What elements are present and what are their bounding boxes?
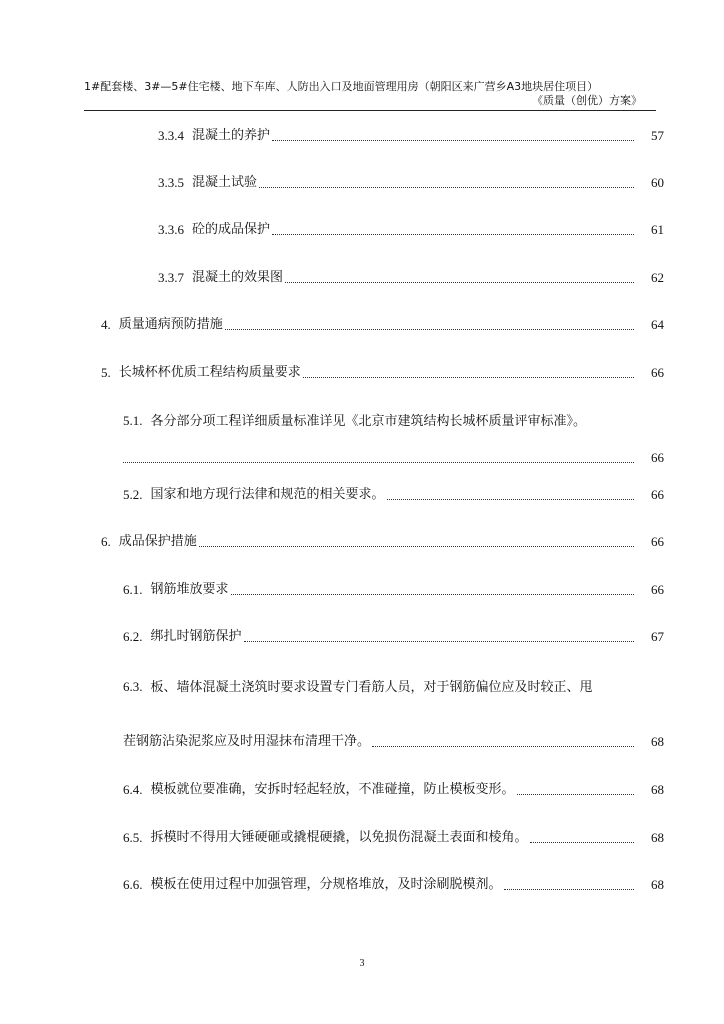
toc-entry-number: 3.3.4 — [158, 128, 184, 143]
toc-entry-number: 5.2. — [123, 487, 143, 502]
toc-entry-title: 砼的成品保护 — [192, 222, 271, 237]
toc-dot-leader — [272, 140, 634, 141]
page-header — [84, 80, 656, 111]
toc-entry-page: 57 — [651, 128, 664, 143]
toc-entry-page: 67 — [651, 629, 664, 644]
toc-entry[interactable] — [123, 780, 664, 800]
toc-entry-title: 模板在使用过程中加强管理，分规格堆放，及时涂刷脱模剂。 — [150, 877, 502, 892]
toc-entry[interactable] — [158, 220, 664, 240]
toc-entry-page: 68 — [651, 877, 664, 892]
header-project-title: 1#配套楼、3#—5#住宅楼、地下车库、人防出入口及地面管理用房（朝阳区来广营乡A3地块居住项目） — [84, 80, 599, 93]
toc-entry[interactable] — [158, 126, 664, 146]
toc-entry-number: 3.3.5 — [158, 175, 184, 190]
toc-dot-leader — [225, 329, 634, 330]
toc-entry-page: 61 — [651, 222, 664, 237]
toc-entry-number: 5. — [101, 365, 111, 380]
toc-entry-number: 6.5. — [123, 830, 143, 845]
toc-entry-page: 66 — [651, 365, 664, 380]
toc-dot-leader — [504, 889, 634, 890]
toc-dot-leader — [244, 641, 634, 642]
toc-entry-first-line[interactable] — [123, 411, 586, 431]
toc-entry-title: 质量通病预防措施 — [118, 317, 223, 332]
toc-entry-page: 60 — [651, 175, 664, 190]
toc-entry-number: 6.1. — [123, 582, 143, 597]
toc-entry-title: 拆模时不得用大锤硬砸或撬棍硬撬，以免损伤混凝土表面和棱角。 — [150, 830, 528, 845]
toc-dot-leader — [285, 282, 634, 283]
toc-entry-page: 68 — [651, 734, 664, 749]
toc-entry-page: 66 — [651, 450, 664, 465]
toc-dot-leader — [517, 794, 634, 795]
toc-entry[interactable] — [123, 580, 664, 600]
toc-entry-continuation[interactable] — [123, 732, 664, 752]
toc-entry-title: 各分部分项工程详细质量标准详见《北京市建筑结构长城杯质量评审标准》。 — [150, 414, 587, 429]
toc-dot-leader — [387, 499, 634, 500]
toc-entry-title: 长城杯杯优质工程结构质量要求 — [118, 365, 301, 380]
toc-entry-title: 国家和地方现行法律和规范的相关要求。 — [150, 487, 385, 502]
toc-dot-leader — [372, 746, 634, 747]
toc-entry-number: 6.3. — [123, 679, 143, 694]
toc-entry-page: 64 — [651, 317, 664, 332]
toc-entry-page: 66 — [651, 487, 664, 502]
toc-entry-title: 混凝土试验 — [192, 175, 258, 190]
toc-entry[interactable] — [158, 268, 664, 288]
toc-entry[interactable] — [101, 315, 664, 335]
toc-entry[interactable] — [123, 627, 664, 647]
toc-dot-leader — [272, 234, 634, 235]
toc-entry-number: 6. — [101, 534, 111, 549]
toc-entry-title: 绑扎时钢筋保护 — [150, 629, 242, 644]
toc-dot-leader — [530, 842, 634, 843]
toc-entry[interactable] — [123, 875, 664, 895]
toc-entry[interactable] — [123, 485, 664, 505]
toc-entry-page: 66 — [651, 534, 664, 549]
toc-entry-first-line[interactable] — [123, 677, 593, 697]
toc-entry-page: 62 — [651, 270, 664, 285]
toc-entry-continuation[interactable] — [123, 448, 664, 468]
toc-entry[interactable] — [101, 363, 664, 383]
toc-entry-number: 3.3.6 — [158, 222, 184, 237]
toc-dot-leader — [259, 187, 634, 188]
toc-entry-page: 68 — [651, 782, 664, 797]
toc-dot-leader — [199, 546, 634, 547]
toc-entry-title: 钢筋堆放要求 — [150, 582, 229, 597]
toc-entry-number: 6.4. — [123, 782, 143, 797]
toc-entry-page: 68 — [651, 830, 664, 845]
page-number: 3 — [359, 958, 365, 969]
toc-entry-title: 混凝土的养护 — [192, 128, 271, 143]
toc-entry-title: 成品保护措施 — [118, 534, 197, 549]
header-document-title: 《质量（创优）方案》 — [532, 94, 642, 107]
toc-entry-title: 板、墙体混凝土浇筑时要求设置专门看筋人员，对于钢筋偏位应及时较正、甩 — [150, 680, 593, 695]
toc-dot-leader — [303, 377, 634, 378]
toc-entry-number: 3.3.7 — [158, 270, 184, 285]
toc-entry-title: 混凝土的效果图 — [192, 270, 284, 285]
toc-entry[interactable] — [123, 828, 664, 848]
toc-entry-number: 6.6. — [123, 877, 143, 892]
toc-entry-page: 66 — [651, 582, 664, 597]
toc-dot-leader — [123, 462, 634, 463]
toc-entry[interactable] — [101, 532, 664, 552]
toc-entry[interactable] — [158, 173, 664, 193]
toc-dot-leader — [231, 594, 634, 595]
toc-entry-title-continuation: 茬钢筋沾染泥浆应及时用湿抹布清理干净。 — [123, 734, 371, 749]
toc-entry-title: 模板就位要准确，安拆时轻起轻放，不准碰撞，防止模板变形。 — [150, 782, 515, 797]
toc-entry-number: 5.1. — [123, 413, 143, 428]
toc-entry-number: 6.2. — [123, 629, 143, 644]
toc-entry-number: 4. — [101, 317, 111, 332]
